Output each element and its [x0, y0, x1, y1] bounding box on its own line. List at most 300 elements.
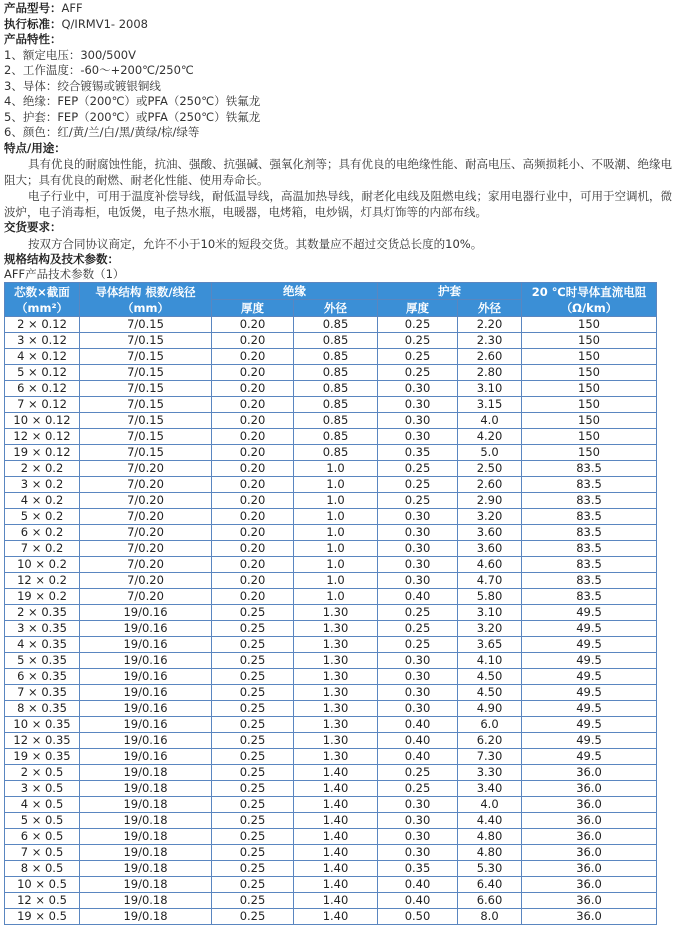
table-row	[5, 685, 657, 701]
cell-insulation-od: 0.85	[294, 381, 378, 397]
cell-conductor: 7/0.15	[80, 333, 212, 349]
cell-cores: 10 × 0.5	[5, 877, 80, 893]
cell-sheath-thickness: 0.25	[378, 605, 458, 621]
cell-sheath-thickness: 0.30	[378, 845, 458, 861]
cell-cores: 5 × 0.12	[5, 365, 80, 381]
cell-sheath-od: 3.40	[458, 781, 522, 797]
cell-conductor: 19/0.16	[80, 733, 212, 749]
table-row	[5, 573, 657, 589]
cell-cores: 6 × 0.35	[5, 669, 80, 685]
cell-conductor: 7/0.20	[80, 493, 212, 509]
cell-cores: 4 × 0.35	[5, 637, 80, 653]
cell-sheath-thickness: 0.30	[378, 685, 458, 701]
cell-sheath-thickness: 0.30	[378, 653, 458, 669]
cell-insulation-thickness: 0.25	[212, 861, 294, 877]
cell-conductor: 7/0.15	[80, 349, 212, 365]
table-row	[5, 669, 657, 685]
cell-insulation-thickness: 0.25	[212, 909, 294, 925]
feature-item: 4、绝缘：FEP（200℃）或PFA（250℃）铁氟龙	[4, 94, 261, 108]
table-row	[5, 861, 657, 877]
table-row	[5, 781, 657, 797]
cell-conductor: 19/0.16	[80, 653, 212, 669]
cell-cores: 4 × 0.12	[5, 349, 80, 365]
table-row	[5, 605, 657, 621]
cell-resistance: 150	[522, 429, 657, 445]
cell-sheath-od: 4.50	[458, 669, 522, 685]
cell-sheath-thickness: 0.30	[378, 557, 458, 573]
cell-sheath-od: 7.30	[458, 749, 522, 765]
cell-insulation-od: 1.40	[294, 829, 378, 845]
cell-insulation-thickness: 0.25	[212, 829, 294, 845]
cell-resistance: 150	[522, 317, 657, 333]
table-row	[5, 365, 657, 381]
cell-resistance: 150	[522, 381, 657, 397]
cell-conductor: 19/0.18	[80, 765, 212, 781]
cell-sheath-thickness: 0.40	[378, 893, 458, 909]
cell-sheath-od: 6.40	[458, 877, 522, 893]
cell-resistance: 150	[522, 413, 657, 429]
cell-conductor: 7/0.20	[80, 509, 212, 525]
cell-conductor: 19/0.16	[80, 685, 212, 701]
cell-sheath-od: 3.20	[458, 621, 522, 637]
cell-insulation-od: 1.0	[294, 461, 378, 477]
cell-sheath-od: 4.70	[458, 573, 522, 589]
feature-item: 2、工作温度：-60～+200℃/250℃	[4, 63, 194, 77]
cell-conductor: 7/0.20	[80, 573, 212, 589]
cell-insulation-od: 0.85	[294, 333, 378, 349]
cell-sheath-od: 4.80	[458, 845, 522, 861]
cell-sheath-od: 3.30	[458, 765, 522, 781]
cell-conductor: 7/0.15	[80, 381, 212, 397]
cell-cores: 7 × 0.35	[5, 685, 80, 701]
cell-insulation-od: 1.0	[294, 541, 378, 557]
cell-sheath-thickness: 0.40	[378, 733, 458, 749]
cell-insulation-od: 0.85	[294, 317, 378, 333]
cell-sheath-od: 5.0	[458, 445, 522, 461]
cell-sheath-od: 3.10	[458, 605, 522, 621]
cell-insulation-thickness: 0.20	[212, 333, 294, 349]
cell-sheath-od: 4.80	[458, 829, 522, 845]
cell-cores: 6 × 0.12	[5, 381, 80, 397]
cell-sheath-thickness: 0.35	[378, 861, 458, 877]
cell-sheath-thickness: 0.30	[378, 397, 458, 413]
spec-table	[4, 282, 657, 925]
cell-insulation-thickness: 0.20	[212, 413, 294, 429]
cell-insulation-thickness: 0.20	[212, 365, 294, 381]
cell-insulation-thickness: 0.20	[212, 557, 294, 573]
table-row	[5, 349, 657, 365]
table-row	[5, 653, 657, 669]
table-row	[5, 621, 657, 637]
cell-resistance: 83.5	[522, 461, 657, 477]
cell-cores: 7 × 0.2	[5, 541, 80, 557]
header-resistance: 20 ℃时导体直流电阻（Ω/km）	[522, 283, 657, 317]
cell-insulation-od: 0.85	[294, 445, 378, 461]
cell-insulation-od: 1.30	[294, 605, 378, 621]
header-insulation: 绝缘	[212, 283, 378, 300]
table-row	[5, 637, 657, 653]
cell-insulation-od: 0.85	[294, 397, 378, 413]
table-row	[5, 829, 657, 845]
cell-resistance: 49.5	[522, 669, 657, 685]
table-row	[5, 813, 657, 829]
table-row	[5, 557, 657, 573]
cell-cores: 10 × 0.35	[5, 717, 80, 733]
cell-sheath-od: 2.20	[458, 317, 522, 333]
cell-sheath-thickness: 0.40	[378, 717, 458, 733]
cell-sheath-thickness: 0.50	[378, 909, 458, 925]
cell-insulation-od: 0.85	[294, 365, 378, 381]
cell-sheath-od: 4.10	[458, 653, 522, 669]
cell-sheath-od: 4.50	[458, 685, 522, 701]
cell-cores: 7 × 0.5	[5, 845, 80, 861]
cell-insulation-thickness: 0.25	[212, 669, 294, 685]
cell-resistance: 83.5	[522, 573, 657, 589]
cell-insulation-thickness: 0.25	[212, 733, 294, 749]
cell-resistance: 49.5	[522, 749, 657, 765]
standard-label: 执行标准：	[4, 16, 62, 31]
cell-cores: 8 × 0.35	[5, 701, 80, 717]
cell-insulation-od: 0.85	[294, 429, 378, 445]
cell-resistance: 83.5	[522, 541, 657, 557]
cell-cores: 2 × 0.2	[5, 461, 80, 477]
cell-sheath-od: 3.10	[458, 381, 522, 397]
cell-insulation-thickness: 0.25	[212, 637, 294, 653]
cell-sheath-od: 8.0	[458, 909, 522, 925]
cell-sheath-thickness: 0.25	[378, 477, 458, 493]
cell-resistance: 150	[522, 365, 657, 381]
cell-sheath-od: 3.65	[458, 637, 522, 653]
cell-resistance: 36.0	[522, 829, 657, 845]
cell-sheath-thickness: 0.25	[378, 765, 458, 781]
cell-resistance: 49.5	[522, 717, 657, 733]
cell-insulation-thickness: 0.25	[212, 765, 294, 781]
table-row	[5, 317, 657, 333]
table-row	[5, 509, 657, 525]
cell-sheath-od: 2.50	[458, 461, 522, 477]
cell-insulation-thickness: 0.25	[212, 797, 294, 813]
cell-insulation-thickness: 0.20	[212, 349, 294, 365]
cell-conductor: 19/0.18	[80, 797, 212, 813]
cell-sheath-od: 2.80	[458, 365, 522, 381]
cell-conductor: 19/0.18	[80, 861, 212, 877]
cell-cores: 2 × 0.5	[5, 765, 80, 781]
table-row	[5, 381, 657, 397]
cell-insulation-thickness: 0.25	[212, 781, 294, 797]
cell-insulation-thickness: 0.20	[212, 381, 294, 397]
cell-conductor: 7/0.20	[80, 525, 212, 541]
cell-cores: 10 × 0.2	[5, 557, 80, 573]
standard-value: Q/IRMV1- 2008	[61, 16, 148, 31]
cell-sheath-od: 6.60	[458, 893, 522, 909]
cell-resistance: 83.5	[522, 589, 657, 605]
cell-cores: 2 × 0.35	[5, 605, 80, 621]
cell-sheath-od: 4.60	[458, 557, 522, 573]
cell-conductor: 7/0.20	[80, 477, 212, 493]
delivery-title: 交货要求：	[4, 220, 62, 234]
cell-sheath-thickness: 0.30	[378, 701, 458, 717]
table-row	[5, 525, 657, 541]
cell-insulation-od: 0.85	[294, 413, 378, 429]
feature-item: 6、颜色：红/黄/兰/白/黑/黄绿/棕/绿等	[4, 125, 200, 139]
cell-cores: 3 × 0.35	[5, 621, 80, 637]
table-row	[5, 397, 657, 413]
cell-sheath-od: 3.20	[458, 509, 522, 525]
cell-cores: 19 × 0.5	[5, 909, 80, 925]
cell-insulation-od: 1.30	[294, 685, 378, 701]
cell-sheath-thickness: 0.30	[378, 797, 458, 813]
cell-conductor: 7/0.15	[80, 317, 212, 333]
cell-insulation-od: 1.0	[294, 477, 378, 493]
cell-insulation-od: 1.40	[294, 765, 378, 781]
cell-resistance: 49.5	[522, 685, 657, 701]
cell-resistance: 49.5	[522, 701, 657, 717]
feature-item: 5、护套：FEP（200℃）或PFA（250℃）铁氟龙	[4, 109, 261, 124]
cell-resistance: 83.5	[522, 477, 657, 493]
cell-cores: 19 × 0.12	[5, 445, 80, 461]
cell-insulation-od: 1.30	[294, 733, 378, 749]
cell-cores: 12 × 0.5	[5, 893, 80, 909]
cell-insulation-od: 1.40	[294, 797, 378, 813]
cell-insulation-od: 1.0	[294, 493, 378, 509]
cell-insulation-od: 1.40	[294, 861, 378, 877]
cell-resistance: 36.0	[522, 813, 657, 829]
cell-conductor: 19/0.18	[80, 909, 212, 925]
feature-item: 3、导体：绞合镀锡或镀银铜线	[4, 78, 161, 93]
standard	[4, 17, 675, 33]
cell-sheath-thickness: 0.30	[378, 413, 458, 429]
cell-insulation-od: 1.40	[294, 893, 378, 909]
cell-conductor: 19/0.18	[80, 781, 212, 797]
cell-insulation-thickness: 0.25	[212, 653, 294, 669]
cell-sheath-od: 5.30	[458, 861, 522, 877]
cell-insulation-thickness: 0.20	[212, 461, 294, 477]
cell-insulation-od: 0.85	[294, 349, 378, 365]
table-row	[5, 541, 657, 557]
cell-resistance: 36.0	[522, 909, 657, 925]
cell-sheath-thickness: 0.30	[378, 509, 458, 525]
cell-sheath-od: 6.0	[458, 717, 522, 733]
table-row	[5, 893, 657, 909]
header-conductor: 导体结构 根数/线径（mm）	[80, 283, 212, 317]
header-sheath: 护套	[378, 283, 522, 300]
cell-cores: 3 × 0.12	[5, 333, 80, 349]
product-model-label: 产品型号：	[4, 1, 62, 15]
cell-cores: 5 × 0.35	[5, 653, 80, 669]
cell-conductor: 7/0.15	[80, 413, 212, 429]
cell-sheath-thickness: 0.30	[378, 525, 458, 541]
cell-resistance: 49.5	[522, 653, 657, 669]
usage-paragraph: 具有优良的耐腐蚀性能，抗油、强酸、抗强碱、强氧化剂等；具有优良的电绝缘性能、耐高电压、高频损耗小、不吸潮、绝缘电阻大；具有优良的耐燃、耐老化性能、使用寿命长。	[4, 157, 672, 187]
cell-cores: 3 × 0.2	[5, 477, 80, 493]
cell-insulation-od: 1.0	[294, 509, 378, 525]
cell-insulation-od: 1.0	[294, 557, 378, 573]
cell-sheath-thickness: 0.30	[378, 669, 458, 685]
cell-sheath-thickness: 0.25	[378, 365, 458, 381]
cell-insulation-od: 1.30	[294, 669, 378, 685]
cell-sheath-thickness: 0.25	[378, 349, 458, 365]
cell-insulation-od: 1.40	[294, 877, 378, 893]
cell-insulation-thickness: 0.25	[212, 893, 294, 909]
cell-sheath-od: 6.20	[458, 733, 522, 749]
cell-sheath-thickness: 0.30	[378, 829, 458, 845]
cell-conductor: 7/0.15	[80, 445, 212, 461]
cell-insulation-od: 1.30	[294, 717, 378, 733]
cell-resistance: 36.0	[522, 765, 657, 781]
table-row	[5, 413, 657, 429]
product-model	[4, 1, 675, 17]
cell-resistance: 36.0	[522, 797, 657, 813]
delivery-text: 按双方合同协议商定，允许不小于10米的短段交货。其数量应不超过交货总长度的10%。	[28, 236, 483, 251]
cell-insulation-thickness: 0.20	[212, 573, 294, 589]
cell-conductor: 7/0.20	[80, 541, 212, 557]
table-row	[5, 477, 657, 493]
table-row	[5, 765, 657, 781]
cell-sheath-thickness: 0.40	[378, 877, 458, 893]
cell-conductor: 19/0.16	[80, 701, 212, 717]
cell-insulation-thickness: 0.25	[212, 701, 294, 717]
cell-insulation-od: 1.40	[294, 781, 378, 797]
table-row	[5, 845, 657, 861]
cell-insulation-od: 1.30	[294, 637, 378, 653]
cell-insulation-thickness: 0.25	[212, 605, 294, 621]
cell-resistance: 83.5	[522, 509, 657, 525]
cell-conductor: 7/0.20	[80, 589, 212, 605]
header-cores: 芯数×截面（mm²）	[5, 283, 80, 317]
cell-conductor: 19/0.18	[80, 813, 212, 829]
cell-cores: 19 × 0.35	[5, 749, 80, 765]
cell-sheath-od: 4.0	[458, 797, 522, 813]
cell-sheath-thickness: 0.30	[378, 573, 458, 589]
cell-sheath-thickness: 0.40	[378, 749, 458, 765]
cell-sheath-od: 4.0	[458, 413, 522, 429]
cell-insulation-od: 1.0	[294, 525, 378, 541]
cell-cores: 5 × 0.5	[5, 813, 80, 829]
cell-insulation-thickness: 0.20	[212, 429, 294, 445]
cell-sheath-thickness: 0.30	[378, 813, 458, 829]
cell-insulation-od: 1.0	[294, 589, 378, 605]
cell-cores: 12 × 0.2	[5, 573, 80, 589]
cell-conductor: 7/0.15	[80, 429, 212, 445]
cell-cores: 12 × 0.12	[5, 429, 80, 445]
cell-sheath-thickness: 0.25	[378, 493, 458, 509]
table-row	[5, 445, 657, 461]
header-sheath-od: 外径	[458, 300, 522, 317]
cell-sheath-thickness: 0.30	[378, 429, 458, 445]
cell-cores: 4 × 0.2	[5, 493, 80, 509]
cell-cores: 4 × 0.5	[5, 797, 80, 813]
cell-sheath-od: 4.90	[458, 701, 522, 717]
cell-resistance: 150	[522, 445, 657, 461]
table-row	[5, 717, 657, 733]
cell-cores: 19 × 0.2	[5, 589, 80, 605]
cell-conductor: 7/0.20	[80, 461, 212, 477]
cell-insulation-od: 1.40	[294, 909, 378, 925]
table-row	[5, 733, 657, 749]
cell-sheath-thickness: 0.25	[378, 461, 458, 477]
cell-insulation-thickness: 0.25	[212, 749, 294, 765]
cell-insulation-od: 1.0	[294, 573, 378, 589]
cell-conductor: 19/0.16	[80, 669, 212, 685]
cell-resistance: 49.5	[522, 621, 657, 637]
cell-conductor: 19/0.16	[80, 605, 212, 621]
cell-sheath-thickness: 0.25	[378, 637, 458, 653]
table-row	[5, 877, 657, 893]
cell-insulation-thickness: 0.20	[212, 317, 294, 333]
table-row	[5, 493, 657, 509]
cell-sheath-thickness: 0.30	[378, 381, 458, 397]
cell-sheath-od: 2.60	[458, 349, 522, 365]
cell-conductor: 19/0.16	[80, 717, 212, 733]
cell-insulation-od: 1.30	[294, 701, 378, 717]
cell-insulation-thickness: 0.20	[212, 397, 294, 413]
cell-cores: 10 × 0.12	[5, 413, 80, 429]
cell-insulation-thickness: 0.20	[212, 477, 294, 493]
cell-sheath-thickness: 0.25	[378, 317, 458, 333]
cell-conductor: 19/0.18	[80, 877, 212, 893]
product-model-value: AFF	[61, 1, 83, 15]
cell-conductor: 7/0.15	[80, 397, 212, 413]
cell-resistance: 49.5	[522, 637, 657, 653]
cell-cores: 8 × 0.5	[5, 861, 80, 877]
cell-resistance: 49.5	[522, 733, 657, 749]
cell-sheath-thickness: 0.40	[378, 589, 458, 605]
header-sheath-thickness: 厚度	[378, 300, 458, 317]
cell-sheath-thickness: 0.25	[378, 781, 458, 797]
cell-cores: 3 × 0.5	[5, 781, 80, 797]
header-insulation-thickness: 厚度	[212, 300, 294, 317]
cell-insulation-od: 1.40	[294, 813, 378, 829]
cell-sheath-thickness: 0.25	[378, 333, 458, 349]
cell-conductor: 19/0.16	[80, 621, 212, 637]
cell-insulation-thickness: 0.20	[212, 541, 294, 557]
cell-insulation-thickness: 0.25	[212, 877, 294, 893]
cell-resistance: 150	[522, 397, 657, 413]
cell-sheath-od: 3.60	[458, 525, 522, 541]
cell-sheath-od: 4.40	[458, 813, 522, 829]
table-row	[5, 333, 657, 349]
features-title: 产品特性：	[4, 32, 62, 46]
cell-conductor: 7/0.15	[80, 365, 212, 381]
table-row	[5, 909, 657, 925]
cell-resistance: 150	[522, 349, 657, 365]
spec-table-body	[5, 317, 657, 925]
cell-cores: 6 × 0.2	[5, 525, 80, 541]
cell-resistance: 83.5	[522, 557, 657, 573]
cell-insulation-thickness: 0.20	[212, 445, 294, 461]
table-row	[5, 797, 657, 813]
table-row	[5, 701, 657, 717]
cell-resistance: 36.0	[522, 893, 657, 909]
cell-insulation-od: 1.30	[294, 749, 378, 765]
cell-conductor: 7/0.20	[80, 557, 212, 573]
cell-insulation-thickness: 0.25	[212, 813, 294, 829]
cell-conductor: 19/0.18	[80, 893, 212, 909]
cell-resistance: 36.0	[522, 845, 657, 861]
usage-title: 特点/用途：	[4, 140, 66, 155]
cell-resistance: 83.5	[522, 493, 657, 509]
cell-insulation-thickness: 0.20	[212, 509, 294, 525]
cell-cores: 7 × 0.12	[5, 397, 80, 413]
cell-insulation-thickness: 0.25	[212, 717, 294, 733]
cell-conductor: 19/0.18	[80, 829, 212, 845]
cell-insulation-thickness: 0.20	[212, 493, 294, 509]
cell-sheath-od: 3.60	[458, 541, 522, 557]
table-row	[5, 589, 657, 605]
table-row	[5, 461, 657, 477]
cell-sheath-od: 4.20	[458, 429, 522, 445]
cell-sheath-od: 3.15	[458, 397, 522, 413]
